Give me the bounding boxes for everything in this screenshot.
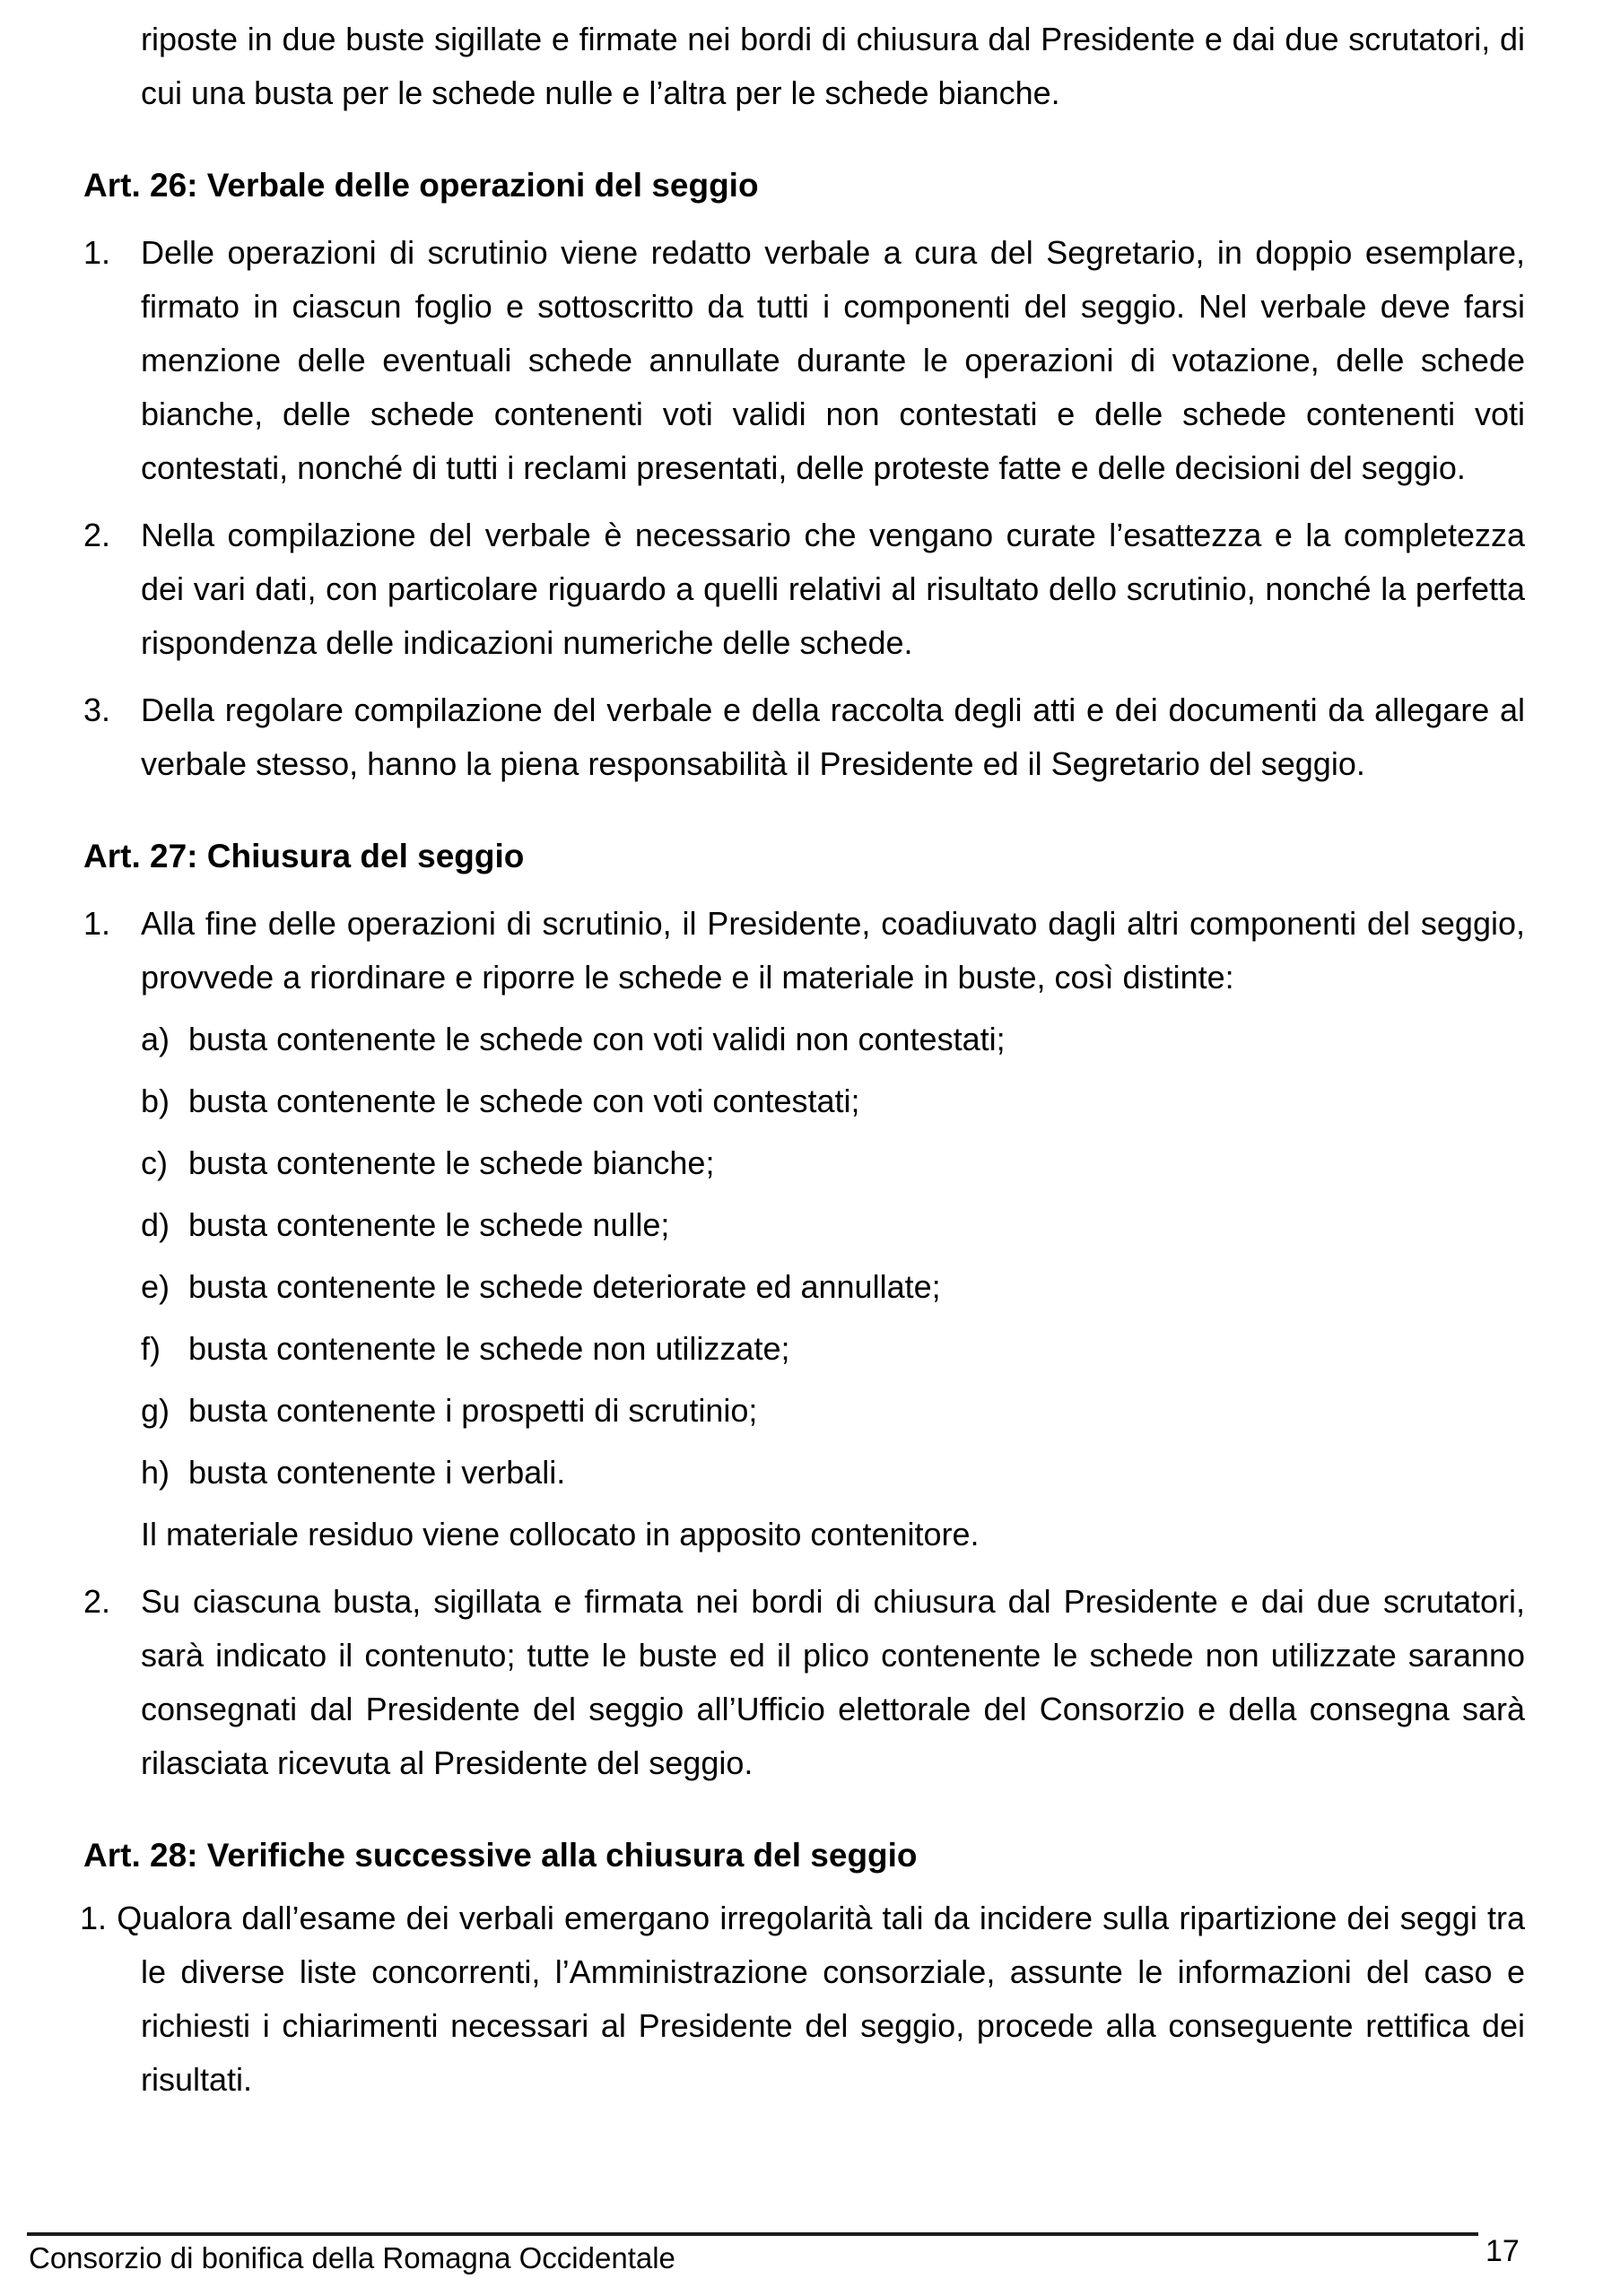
sub-item-text: busta contenente le schede con voti validi non contestati; <box>188 1021 1006 1057</box>
sub-item-marker: h) <box>141 1454 170 1491</box>
sub-list-item <box>141 1136 1525 1190</box>
item-text: Delle operazioni di scrutinio viene redatto verbale a cura del Segretario, in doppio esemplare, firmato in ciascun foglio e sottoscritto da tutti i componenti del seggio. Nel verbale deve farsi menzione delle eventuali schede annullate durante le operazioni di votazione, delle schede bianche, delle schede contenenti voti validi non contestati e delle schede contenenti voti contestati, nonché di tutti i reclami presentati, delle proteste fatte e delle decisioni del seggio. <box>141 234 1525 486</box>
list-item <box>80 1892 1525 2107</box>
list-item <box>83 683 1525 791</box>
list-item <box>83 226 1525 495</box>
item-marker: 3. <box>83 691 111 728</box>
sub-list-item <box>141 1384 1525 1438</box>
item-text: Qualora dall’esame dei verbali emergano irregolarità tali da incidere sulla ripartizione dei seggi tra le diverse liste concorrenti, l’Amministrazione consorziale, assunte le informazioni del caso e richiesti i chiarimenti necessari al Presidente del seggio, procede alla conseguente rettifica dei risultati. <box>117 1900 1525 2098</box>
item-closing-text: Il materiale residuo viene collocato in apposito contenitore. <box>141 1516 980 1552</box>
sub-item-text: busta contenente i verbali. <box>188 1454 566 1491</box>
list-item <box>83 897 1525 1561</box>
item-text: Della regolare compilazione del verbale e della raccolta degli atti e dei documenti da allegare al verbale stesso, hanno la piena responsabilità il Presidente ed il Segretario del seggio. <box>141 691 1525 782</box>
sub-item-text: busta contenente le schede bianche; <box>188 1144 715 1181</box>
sub-item-marker: a) <box>141 1021 170 1057</box>
list-item <box>83 509 1525 670</box>
sub-list-item <box>141 1074 1525 1128</box>
sub-item-text: busta contenente le schede deteriorate ed annullate; <box>188 1268 941 1305</box>
item-intro-text: Alla fine delle operazioni di scrutinio, il Presidente, coadiuvato dagli altri componenti del seggio, provvede a riordinare e riporre le schede e il materiale in buste, così distinte: <box>141 905 1525 996</box>
article-27-heading: Art. 27: Chiusura del seggio <box>83 838 525 874</box>
sub-item-text: busta contenente i prospetti di scrutinio; <box>188 1392 758 1429</box>
page-number: 17 <box>1485 2234 1520 2268</box>
footer-divider <box>27 2232 1478 2236</box>
sub-list-item <box>141 1013 1525 1066</box>
item-marker: 2. <box>83 1583 111 1620</box>
footer-organization: Consorzio di bonifica della Romagna Occidentale <box>29 2241 675 2274</box>
sub-item-text: busta contenente le schede non utilizzate; <box>188 1330 790 1367</box>
item-marker: 2. <box>83 517 111 553</box>
item-marker: 1. <box>80 1900 108 1936</box>
sub-item-text: busta contenente le schede con voti contestati; <box>188 1083 860 1119</box>
item-text: Su ciascuna busta, sigillata e firmata nei bordi di chiusura dal Presidente e dai due scrutatori, sarà indicato il contenuto; tutte le buste ed il plico contenente le schede non utilizzate saranno consegnati dal Presidente del seggio all’Ufficio elettorale del Consorzio e della consegna sarà rilasciata ricevuta al Presidente del seggio. <box>141 1583 1525 1781</box>
item-marker: 1. <box>83 905 111 942</box>
sub-list-item <box>141 1446 1525 1500</box>
sub-item-marker: f) <box>141 1330 161 1367</box>
continuation-paragraph: riposte in due buste sigillate e firmate nei bordi di chiusura dal Presidente e dai due scrutatori, di cui una busta per le schede nulle e l’altra per le schede bianche. <box>141 21 1525 111</box>
article-28-heading: Art. 28: Verifiche successive alla chiusura del seggio <box>83 1837 918 1874</box>
item-marker: 1. <box>83 234 111 271</box>
sub-list-item <box>141 1260 1525 1314</box>
sub-list-item <box>141 1198 1525 1252</box>
item-text <box>141 897 1525 1561</box>
list-item <box>83 1575 1525 1790</box>
sub-list-item <box>141 1322 1525 1376</box>
item-text: Nella compilazione del verbale è necessario che vengano curate l’esattezza e la completezza dei vari dati, con particolare riguardo a quelli relativi al risultato dello scrutinio, nonché la perfetta rispondenza delle indicazioni numeriche delle schede. <box>141 517 1525 661</box>
article-26-heading: Art. 26: Verbale delle operazioni del seggio <box>83 167 759 204</box>
sub-item-marker: b) <box>141 1083 170 1119</box>
sub-item-marker: d) <box>141 1206 170 1243</box>
sub-item-marker: c) <box>141 1144 168 1181</box>
sub-item-marker: g) <box>141 1392 170 1429</box>
sub-item-marker: e) <box>141 1268 170 1305</box>
sub-item-text: busta contenente le schede nulle; <box>188 1206 670 1243</box>
